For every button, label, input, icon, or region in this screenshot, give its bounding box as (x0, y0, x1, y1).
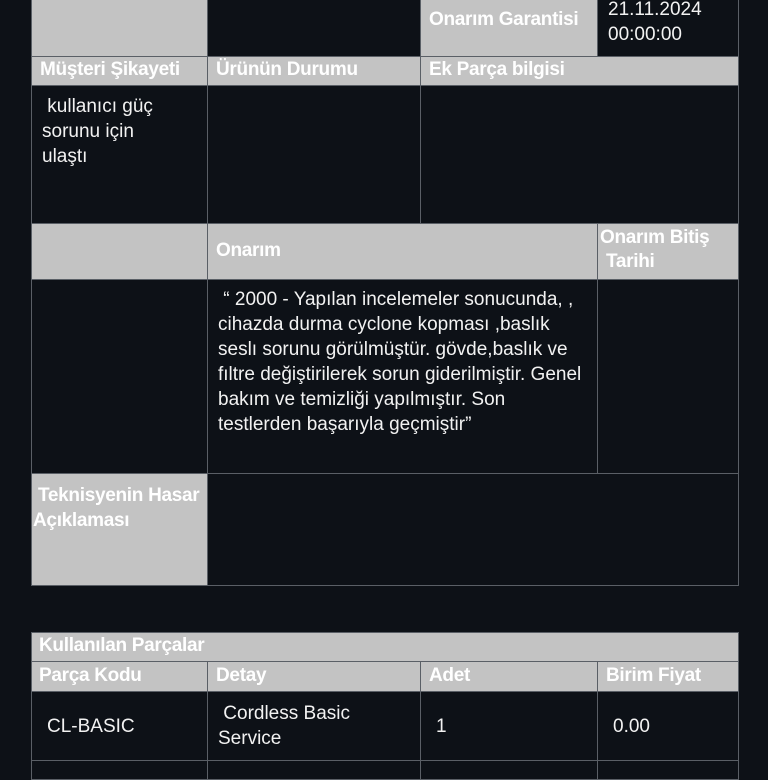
repair-blank-value (31, 279, 208, 474)
next-row-cell (420, 760, 598, 780)
warranty-date: 21.11.2024 00:00:00 (608, 0, 702, 45)
repair-end-date-header: Onarım Bitiş Tarihi (597, 223, 739, 280)
customer-complaint-header: Müşteri Şikayeti (31, 56, 208, 86)
extra-part-info-header: Ek Parça bilgisi (420, 56, 739, 86)
top-left-header-cell (31, 0, 208, 57)
part-detail-cell: Cordless Basic Service (207, 691, 421, 761)
parts-col-code: Parça Kodu (31, 661, 208, 692)
repair-end-date-value (597, 279, 739, 474)
parts-title: Kullanılan Parçalar (31, 632, 739, 662)
top-empty-cell (207, 0, 421, 57)
repair-header: Onarım (207, 223, 598, 280)
warranty-label-cell (420, 0, 598, 57)
part-code-cell: CL-BASIC (31, 691, 208, 761)
customer-complaint-value: kullanıcı güç sorunu için ulaştı (31, 85, 208, 224)
next-row-cell (597, 760, 739, 780)
parts-col-qty: Adet (420, 661, 598, 692)
part-qty-cell: 1 (420, 691, 598, 761)
technician-damage-value (207, 473, 739, 586)
repair-blank-header (31, 223, 208, 280)
parts-col-detail: Detay (207, 661, 421, 692)
part-unit-price-cell: 0.00 (597, 691, 739, 761)
warranty-label: Onarım Garantisi (429, 9, 579, 30)
extra-part-info-value (420, 85, 739, 224)
product-status-header: Ürünün Durumu (207, 56, 421, 86)
next-row-cell (31, 760, 208, 780)
parts-col-unit-price: Birim Fiyat (597, 661, 739, 692)
warranty-date-cell (597, 0, 739, 57)
next-row-cell (207, 760, 421, 780)
repair-description: “ 2000 - Yapılan incelemeler sonucunda, , cihazda durma cyclone kopması ,baslık seslı sorunu görülmüştür. gövde,baslık ve fıltre değiştirilerek sorun giderilmiştir. Genel bakım ve temizliği yapılmıştır. Son testlerden başarıyla geçmiştir” (207, 279, 598, 474)
product-status-value (207, 85, 421, 224)
technician-damage-label: Teknisyenin Hasar Açıklaması (31, 473, 208, 586)
